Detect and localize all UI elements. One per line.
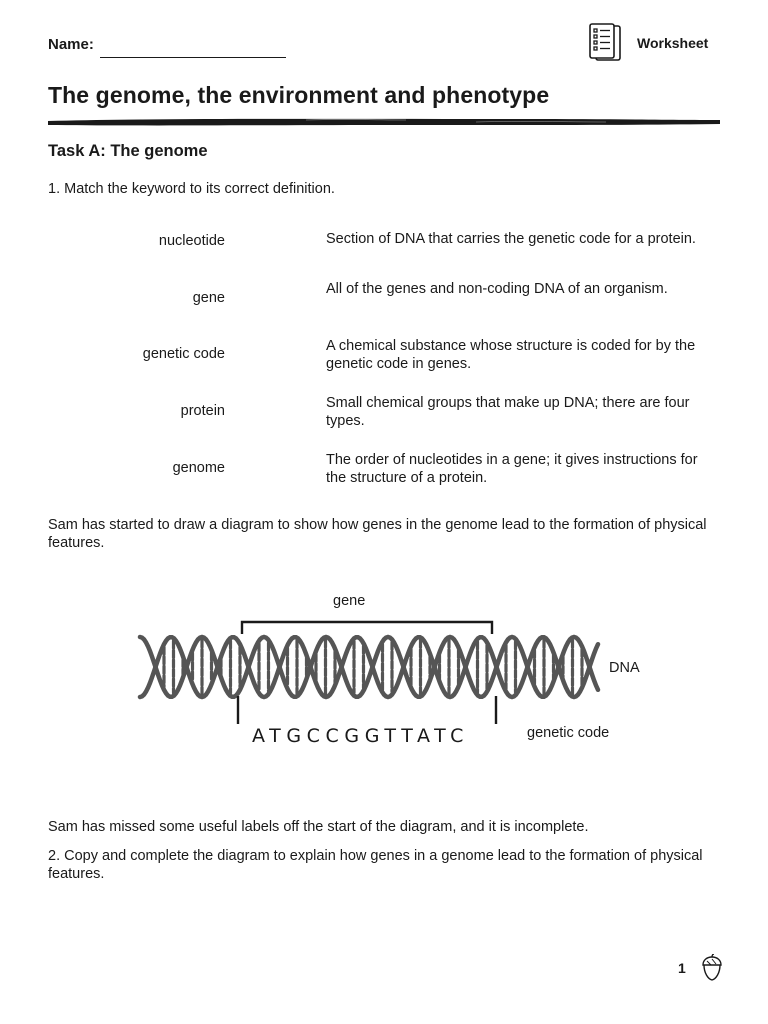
definition-5: The order of nucleotides in a gene; it gives instructions for the structure of a protein. bbox=[326, 452, 698, 486]
question-1: 1. Match the keyword to its correct definition. bbox=[48, 181, 335, 197]
definition-1: Section of DNA that carries the genetic code for a protein. bbox=[326, 231, 696, 247]
keyword-protein: protein bbox=[180, 403, 225, 419]
page-title: The genome, the environment and phenotype bbox=[48, 82, 550, 108]
worksheet-label: Worksheet bbox=[637, 35, 709, 51]
task-a-title: Task A: The genome bbox=[48, 142, 208, 160]
gene-bracket bbox=[242, 622, 492, 634]
keyword-gene: gene bbox=[192, 290, 225, 306]
title-underline-brushstroke bbox=[46, 115, 722, 129]
dna-label: DNA bbox=[609, 660, 640, 676]
question-2: 2. Copy and complete the diagram to explain how genes in a genome lead to the formation of physical features. bbox=[48, 848, 703, 882]
definition-4: Small chemical groups that make up DNA; there are four types. bbox=[326, 395, 690, 429]
missed-labels-paragraph: Sam has missed some useful labels off the start of the diagram, and it is incomplete. bbox=[48, 819, 589, 835]
definition-3: A chemical substance whose structure is coded for by the genetic code in genes. bbox=[326, 338, 696, 372]
worksheet-icon bbox=[586, 22, 628, 66]
acorn-icon bbox=[700, 954, 724, 982]
genetic-code-label: genetic code bbox=[527, 725, 610, 741]
keyword-genetic-code: genetic code bbox=[142, 346, 225, 362]
name-label: Name: bbox=[48, 36, 94, 53]
name-answer-line[interactable] bbox=[100, 57, 286, 58]
definition-2: All of the genes and non-coding DNA of an organism. bbox=[326, 281, 668, 297]
keyword-nucleotide: nucleotide bbox=[158, 233, 225, 249]
genetic-code-sequence: ATGCCGGTTATC bbox=[252, 725, 470, 747]
intro-paragraph: Sam has started to draw a diagram to show how genes in the genome lead to the formation of physical features. bbox=[48, 517, 707, 551]
keyword-genome: genome bbox=[172, 460, 225, 476]
gene-label: gene bbox=[333, 593, 366, 609]
page-number: 1 bbox=[678, 960, 686, 976]
dna-diagram bbox=[130, 610, 610, 725]
